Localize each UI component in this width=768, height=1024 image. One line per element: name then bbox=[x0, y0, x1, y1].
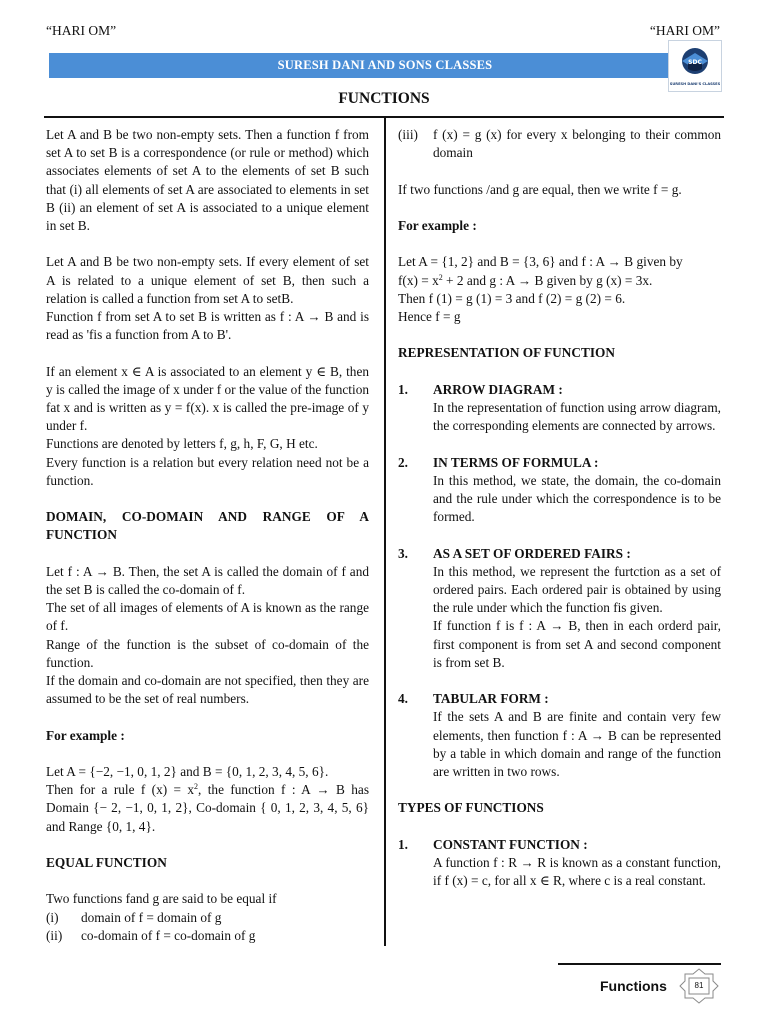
paragraph: Two functions fand g are said to be equal if bbox=[46, 891, 277, 907]
column-divider bbox=[384, 118, 386, 946]
list-item: 1. CONSTANT FUNCTION : A function f : R → R is known as a constant function, if f (x) = c, for all x ∈ R, where c is a real constant. bbox=[398, 836, 721, 889]
header-right: “HARI OM” bbox=[649, 23, 720, 38]
paragraph: Functions are denoted by letters f, g, h, F, G, H etc. bbox=[46, 436, 318, 452]
paragraph: Range of the function is the subset of co-domain of the function. bbox=[46, 636, 369, 670]
section-heading-representation: REPRESENTATION OF FUNCTION bbox=[398, 345, 615, 361]
logo-text: SURESH DANI'S CLASSES bbox=[669, 82, 721, 86]
right-column bbox=[398, 126, 721, 890]
paragraph: $f(x) = x^2 + 2$ and g : A → B given by g (x) = 3x. bbox=[398, 272, 653, 288]
paragraph: Function f from set A to set B is written as f : A → B and is read as 'fis a function from A to B'. bbox=[46, 309, 369, 343]
header-left: “HARI OM” bbox=[46, 23, 117, 38]
footer-label: Functions bbox=[600, 978, 667, 994]
banner: SURESH DANI AND SONS CLASSES bbox=[49, 53, 721, 78]
paragraph: Then f (1) = g (1) = 3 and f (2) = g (2) = 6. bbox=[398, 290, 626, 306]
list-item: (i) domain of f = domain of g bbox=[46, 909, 222, 925]
paragraph: Let A and B be two non-empty sets. If every element of set A is related to a unique element of set B, then such a relation is called a function from set A to setB. bbox=[46, 254, 369, 306]
paragraph: If two functions /and g are equal, then we write f = g. bbox=[398, 181, 682, 197]
page-title: FUNCTIONS bbox=[338, 90, 430, 107]
paragraph: If an element x ∈ A is associated to an element y ∈ B, then y is called the image of x under f or the value of the function fat x and is written as y = f(x). x is called the pre-image of y under f. bbox=[46, 363, 369, 434]
paragraph: The set of all images of elements of A is known as the range of f. bbox=[46, 600, 369, 634]
list-item: 4. TABULAR FORM : If the sets A and B are finite and contain very few elements, then function f : A → B can be represented by a table in which domain and range of the function are written in two rows. bbox=[398, 691, 721, 779]
paragraph: Then for a rule f $(x) = x^2$, the function f : A → B has Domain {− 2, −1, 0, 1, 2}, Co-domain { 0, 1, 2, 3, 4, 5, 6} and Range {0, 1, 4}. bbox=[46, 782, 370, 834]
paragraph: Let A = {−2, −1, 0, 1, 2} and B = {0, 1, 2, 3, 4, 5, 6}. bbox=[46, 764, 329, 780]
left-column bbox=[46, 126, 369, 945]
paragraph: Let f : A → B. Then, the set A is called the domain of f and the set B is called the co-domain of f. bbox=[46, 563, 369, 598]
list-item: (ii) co-domain of f = co-domain of g bbox=[46, 927, 256, 943]
section-heading-types: TYPES OF FUNCTIONS bbox=[398, 800, 544, 816]
logo-icon bbox=[668, 40, 722, 92]
footer-rule bbox=[558, 963, 721, 965]
list-item: 1. ARROW DIAGRAM : In the representation of function using arrow diagram, the corresponding elements are connected by arrows. bbox=[398, 381, 722, 434]
paragraph: Hence f = g bbox=[398, 308, 461, 324]
paragraph: If the domain and co-domain are not specified, then they are assumed to be the set of real numbers. bbox=[46, 673, 369, 707]
list-item: (iii) f (x) = g (x) for every x belonging to their common domain bbox=[398, 127, 721, 161]
paragraph: Let A = {1, 2} and B = {3, 6} and f : A → B given by bbox=[398, 254, 683, 270]
list-item: 3. AS A SET OF ORDERED FAIRS : In this method, we represent the furtction as a set of ordered pairs. Each ordered pair is obtained by using the rule under which the function fis given. If function f is f : A → B, then in each orderd pair, first component is from set A and second component is from set B. bbox=[398, 545, 721, 670]
example-heading: For example : bbox=[398, 217, 477, 233]
list-item: 2. IN TERMS OF FORMULA : In this method, we state, the domain, the co-domain and the rule under which the correspondence is to be formed. bbox=[398, 454, 721, 525]
svg-text:SDC: SDC bbox=[688, 59, 702, 66]
example-heading: For example : bbox=[46, 727, 125, 743]
paragraph: Every function is a relation but every relation need not be a function. bbox=[46, 454, 369, 488]
section-heading-domain: DOMAIN, CO-DOMAIN AND RANGE OF A FUNCTION bbox=[46, 509, 369, 543]
paragraph: Let A and B be two non-empty sets. Then a function f from set A to set B is a correspondence (or rule or method) which associates elements of set A to the elements of set B such that (i) all elements of set A are associated to elements in set B (ii) an element of set A is associated to a unique element in set B. bbox=[46, 127, 369, 234]
section-heading-equal: EQUAL FUNCTION bbox=[46, 855, 167, 871]
page-number: 81 bbox=[694, 981, 704, 990]
